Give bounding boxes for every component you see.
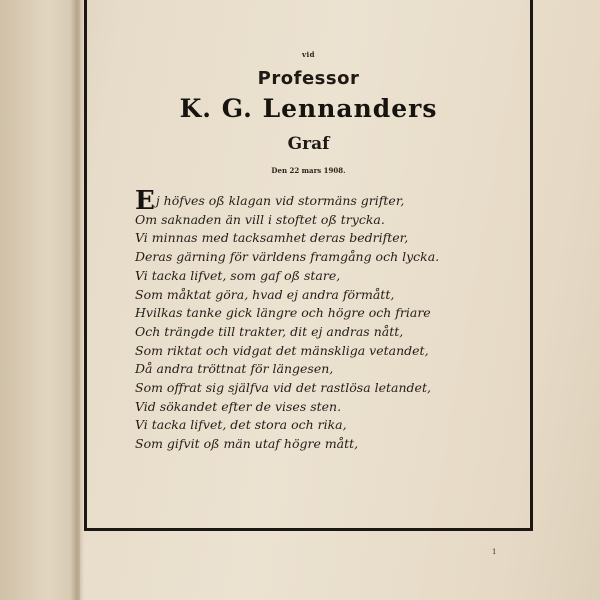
heading-name: K. G. Lennanders	[179, 94, 438, 123]
heading-date: Den 22 mars 1908.	[271, 166, 346, 175]
poem-line: Vi tacka lifvet, som gaf oß stare,	[135, 267, 341, 283]
poem-line: Då andra tröttnat för längesen,	[135, 361, 334, 377]
left-page-edge	[0, 0, 80, 600]
poem-line: Som offrat sig själfva vid det rastlösa letandet,	[135, 380, 431, 396]
poem-line-text: j höfves oß klagan vid stormäns grifter,	[155, 193, 405, 208]
heading-title: Professor	[257, 68, 360, 89]
poem	[135, 186, 535, 454]
poem-line: Som gifvit oß män utaf högre mått,	[135, 436, 359, 452]
poem-line: Vi tacka lifvet, det stora och rika,	[135, 417, 347, 433]
poem-line: Deras gärning för världens framgång och lycka.	[135, 249, 440, 265]
memorial-frame	[84, 0, 533, 531]
page-number: 1	[492, 548, 497, 556]
poem-line: Om saknaden än vill i stoftet oß trycka.	[135, 211, 385, 227]
heading-prefix: vid	[301, 50, 316, 59]
poem-line: Vi minnas med tacksamhet deras bedrifter,	[135, 230, 409, 246]
heading-subtitle: Graf	[287, 134, 330, 154]
poem-line: Hvilkas tanke gick längre och högre och friare	[135, 305, 431, 321]
poem-line: Som riktat och vidgat det mänskliga vetandet,	[135, 342, 429, 358]
poem-line: Vid sökandet efter de vises sten.	[135, 398, 342, 414]
poem-line: Som måktat göra, hvad ej andra förmått,	[135, 286, 395, 302]
poem-dropcap: E	[135, 186, 155, 216]
book-fold-shadow	[70, 0, 84, 600]
poem-line	[135, 186, 535, 216]
poem-line: Och trängde till trakter, dit ej andras nått,	[135, 323, 404, 339]
